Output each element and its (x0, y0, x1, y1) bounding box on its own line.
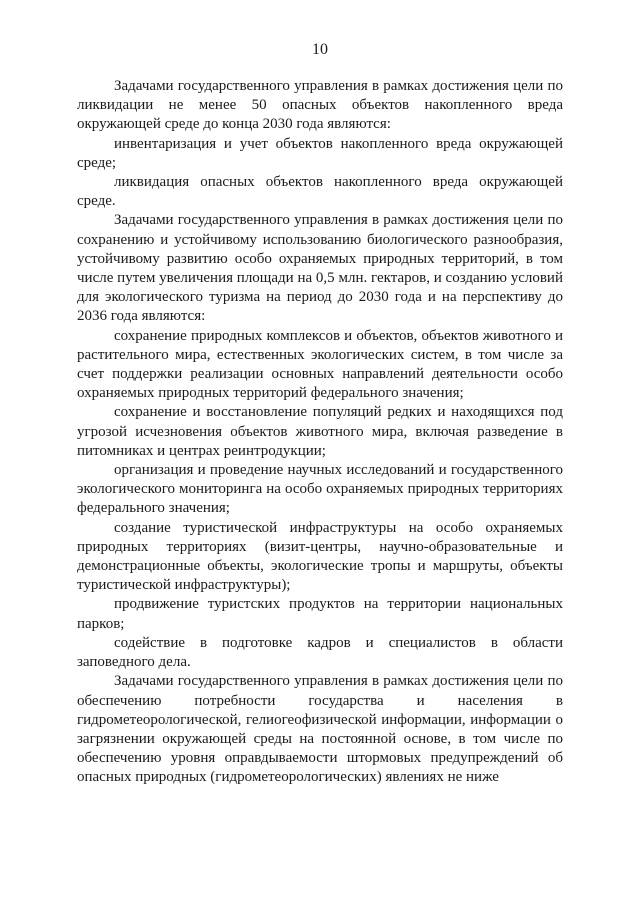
paragraph-task-tourist-products: продвижение туристских продуктов на территории национальных парков; (77, 596, 563, 632)
paragraph-task-nature-conservation: сохранение природных комплексов и объектов, объектов животного и растительного мира, естественных экологических систем, в том числе за счет поддержки реализации основных направлений деятельности особо охраняемых природных территорий федерального значения; (77, 327, 563, 402)
paragraph-goal-waste-liquidation: Задачами государственного управления в рамках достижения цели по ликвидации не менее 50 опасных объектов накопленного вреда окружающей среде до конца 2030 года являются: (77, 78, 563, 133)
paragraph-task-rare-species: сохранение и восстановление популяций редких и находящихся под угрозой исчезновения объектов животного мира, включая разведение в питомниках и центрах реинтродукции; (77, 404, 563, 459)
paragraph-task-staff-training: содействие в подготовке кадров и специалистов в области заповедного дела. (77, 634, 563, 671)
paragraph-task-liquidation: ликвидация опасных объектов накопленного вреда окружающей среде. (77, 174, 563, 210)
document-body (77, 77, 563, 788)
paragraph-task-research-monitoring: организация и проведение научных исследований и государственного экологического мониторинга на особо охраняемых природных территориях федерального значения; (77, 462, 563, 517)
paragraph-goal-biodiversity: Задачами государственного управления в рамках достижения цели по сохранению и устойчивому использованию биологического разнообразия, устойчивому развитию особо охраняемых природных территорий, в том числе путем увеличения площади на 0,5 млн. гектаров, и созданию условий для экологического туризма на период до 2030 года и на перспективу до 2036 года являются: (77, 212, 563, 325)
page-number: 10 (312, 41, 328, 58)
paragraph-task-tourist-infrastructure: создание туристической инфраструктуры на особо охраняемых природных территориях (визит-центры, научно-образовательные и демонстрационные объекты, экологические тропы и маршруты, объекты туристической инфраструктуры); (77, 519, 563, 594)
paragraph-goal-hydrometeorology: Задачами государственного управления в рамках достижения цели по обеспечению потребности государства и населения в гидрометеорологической, гелиогеофизической информации, информации о загрязнении окружающей среды на постоянной основе, в том числе по обеспечению уровня оправдываемости штормовых предупреждений об опасных природных (гидрометеорологических) явлениях не ниже (77, 673, 563, 786)
paragraph-task-inventory: инвентаризация и учет объектов накопленного вреда окружающей среде; (77, 135, 563, 171)
